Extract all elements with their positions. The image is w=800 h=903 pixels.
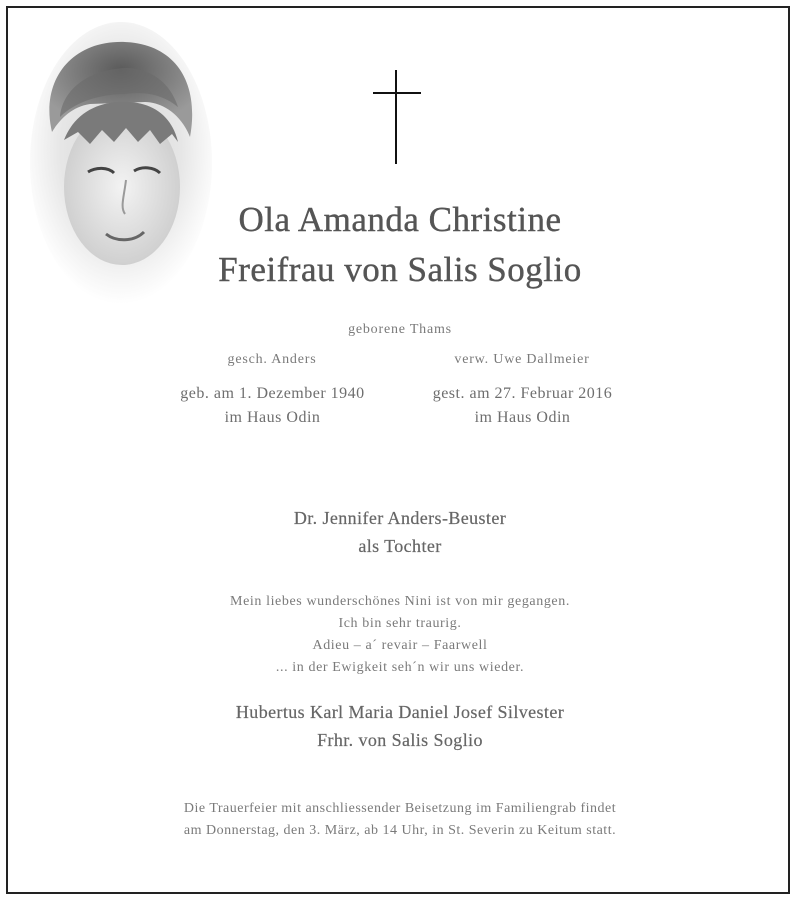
death-date: gest. am 27. Februar 2016 [432, 385, 613, 402]
death-place: im Haus Odin [474, 409, 571, 426]
poem-line: ... in der Ewigkeit seh´n wir uns wieder. [275, 660, 525, 675]
maiden-name: geborene Thams [348, 322, 452, 337]
funeral-info-line1: Die Trauerfeier mit anschliessender Beisetzung im Familiengrab findet [183, 801, 617, 816]
poem-line: Adieu – a´ revair – Faarwell [312, 638, 488, 653]
partner-name: Hubertus Karl Maria Daniel Josef Silvester [235, 702, 565, 722]
widowed-name: verw. Uwe Dallmeier [454, 352, 590, 367]
funeral-info-line2: am Donnerstag, den 3. März, ab 14 Uhr, in St. Severin zu Keitum statt. [183, 823, 617, 838]
birth-place: im Haus Odin [224, 409, 321, 426]
divorced-name: gesch. Anders [227, 352, 317, 367]
poem-line: Ich bin sehr traurig. [338, 616, 462, 631]
partner-title: Frhr. von Salis Soglio [317, 730, 483, 750]
poem-line: Mein liebes wunderschönes Nini ist von mir gegangen. [230, 594, 570, 609]
daughter-role: als Tochter [358, 536, 442, 556]
deceased-name-line2: Freifrau von Salis Soglio [218, 250, 582, 289]
daughter-name: Dr. Jennifer Anders-Beuster [293, 508, 507, 528]
birth-date: geb. am 1. Dezember 1940 [180, 385, 365, 402]
cross-icon [373, 70, 421, 164]
deceased-name-line1: Ola Amanda Christine [238, 200, 562, 239]
